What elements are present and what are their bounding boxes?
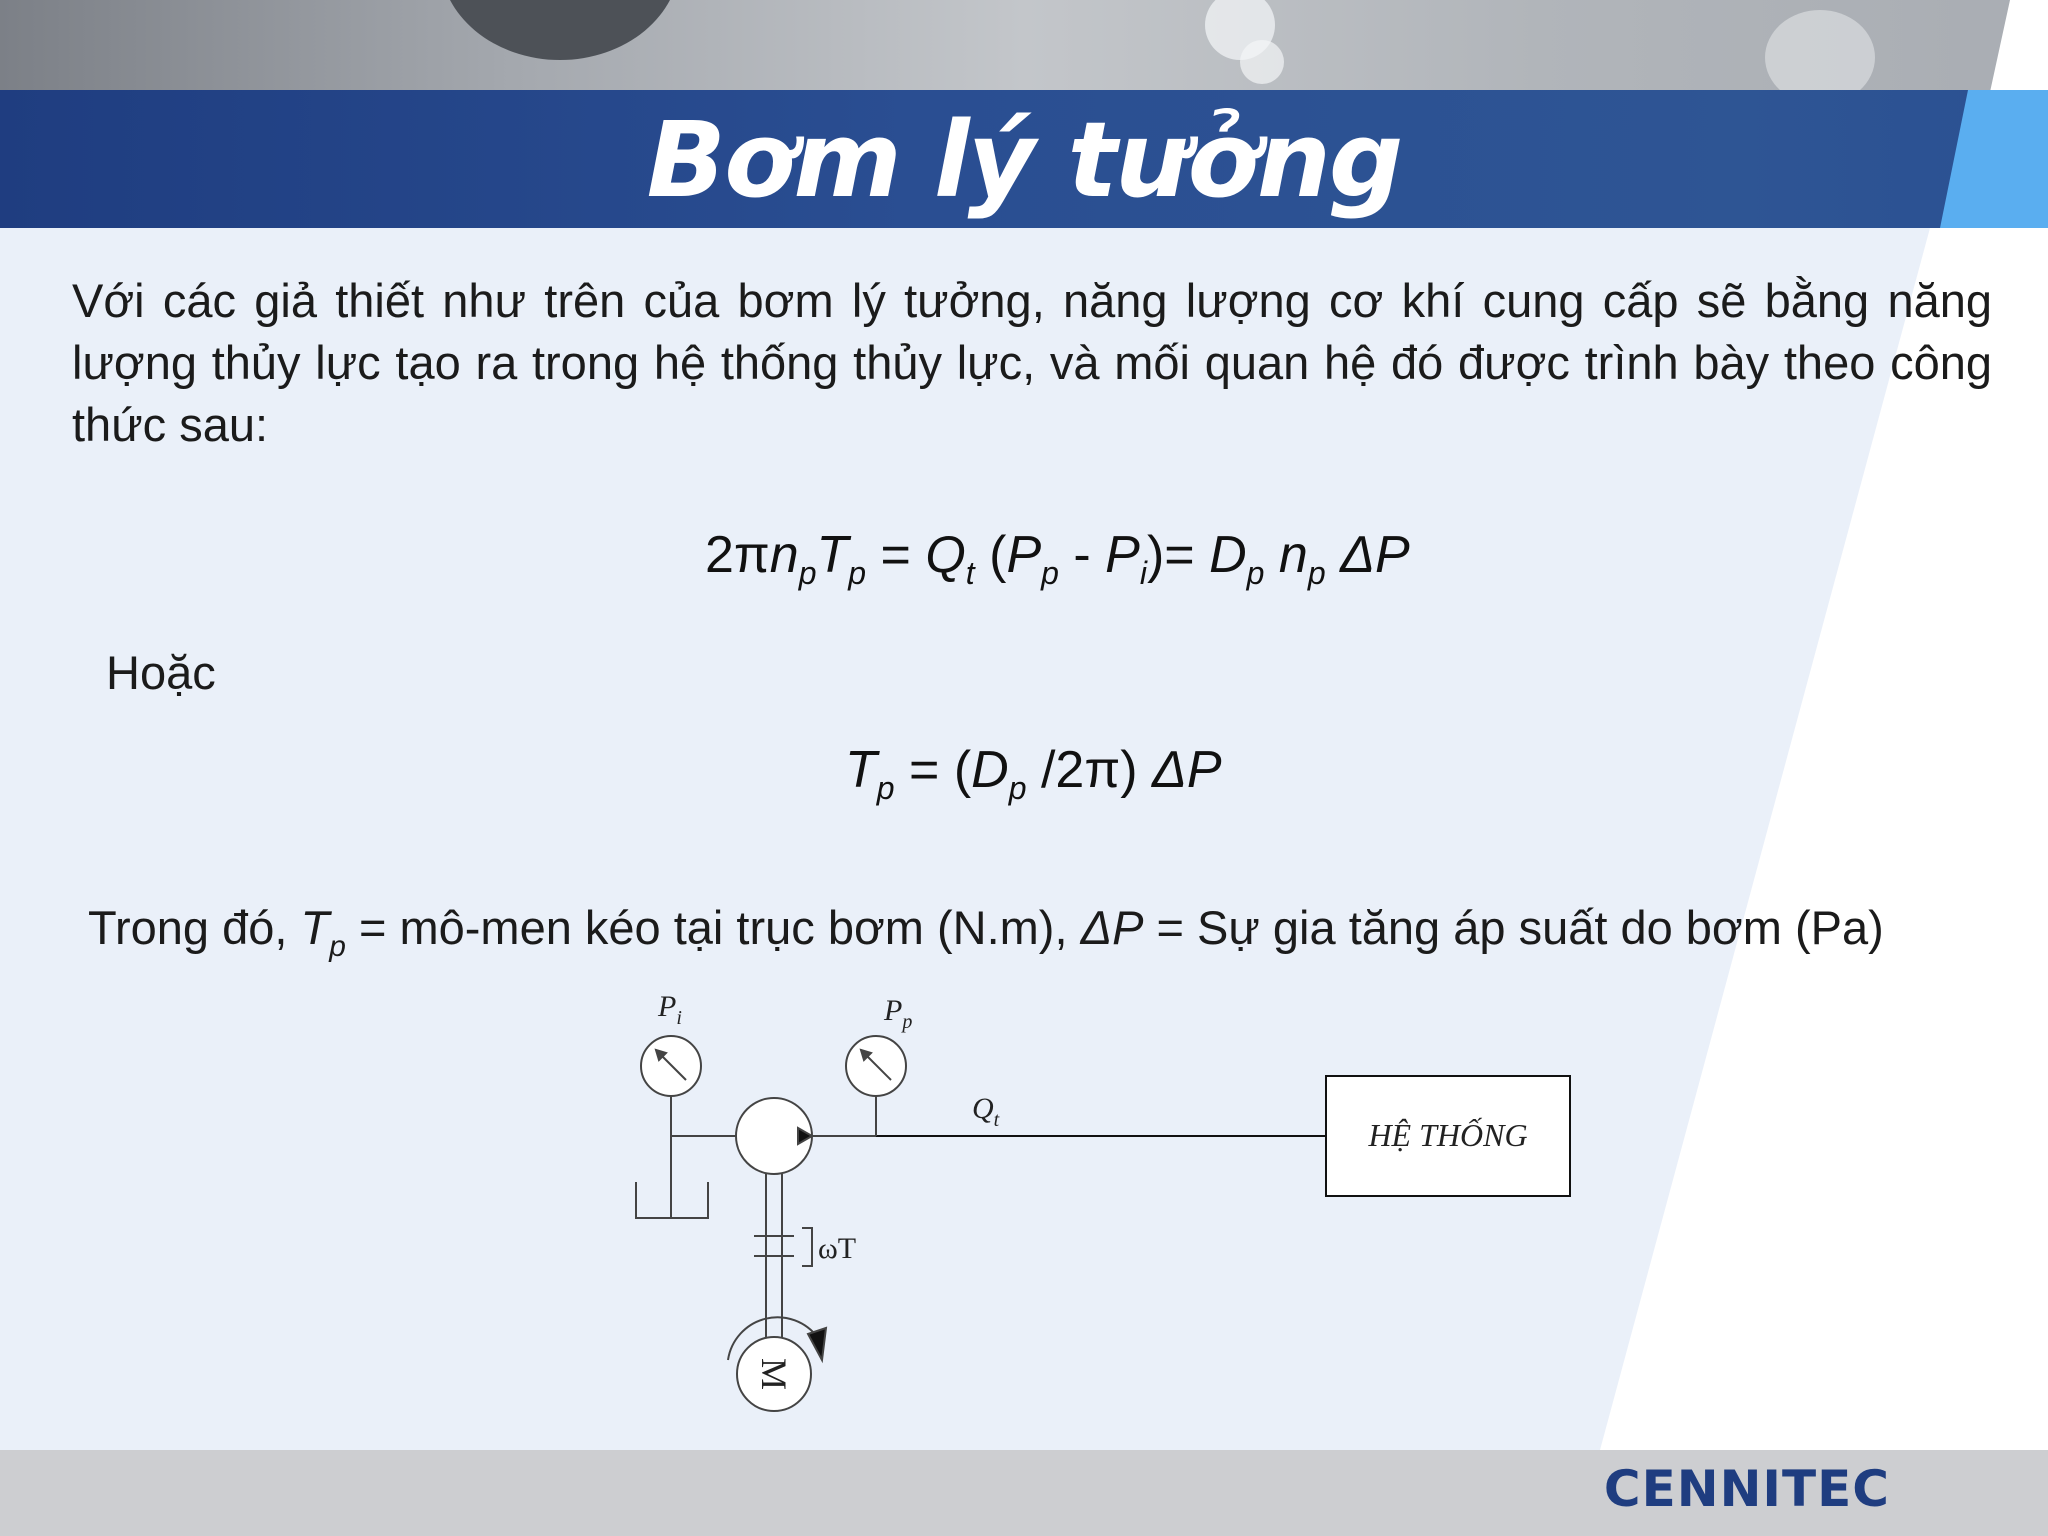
rotation-arrow [808,1328,826,1360]
label-pi-main: P [658,990,677,1023]
defs-T: T [300,901,330,954]
label-pi-sub: i [676,1007,682,1029]
eq1-P1-sub: p [1041,555,1059,591]
eq1-Q: Q [925,526,966,584]
eq1-lead: 2π [705,526,770,584]
defs-T-sub: p [329,930,346,963]
eq1-P2-sub: i [1139,555,1147,591]
eq1-P1: P [1006,526,1042,584]
eq2-T: T [845,741,877,799]
eq1-equals: = [866,526,926,584]
defs-delta-p: ΔP [1080,901,1144,954]
label-qt-sub: t [993,1109,1000,1131]
eq1-paren-open: ( [974,526,1007,584]
defs-middle: = mô-men kéo tại trục bơm (N.m), [345,901,1081,954]
eq2-mid: /2π) [1026,741,1152,799]
eq2-delta-p: ΔP [1151,741,1222,799]
defs-prefix: Trong đó, [88,901,301,954]
label-qt [972,1092,1000,1131]
eq1-minus: - [1058,526,1106,584]
eq1-n2: n [1264,526,1308,584]
torque-bracket [802,1228,812,1266]
eq1-delta-p: ΔP [1325,526,1410,584]
label-pp-main: P [884,994,903,1027]
eq2-D: D [971,741,1009,799]
eq1-Q-sub: t [965,555,975,591]
label-qt-main: Q [972,1092,994,1125]
label-pp [883,994,912,1033]
eq1-paren-close: )= [1146,526,1210,584]
eq2-T-sub: p [876,770,895,806]
label-pp-sub: p [902,1011,913,1033]
or-label: Hoặc [106,646,216,699]
footer-brand: CENNITEC [1603,1460,1890,1518]
eq1-D-sub: p [1246,555,1265,591]
eq2-equals: = ( [894,741,972,799]
eq1-n2-sub: p [1307,555,1326,591]
eq1-T-sub: p [848,555,867,591]
eq1-n-sub: p [798,555,817,591]
eq1-D: D [1209,526,1247,584]
eq2-D-sub: p [1008,770,1027,806]
motor-label: M [754,1357,794,1391]
torque-label: ωT [818,1232,857,1265]
slide-title: Bơm lý tưởng [646,99,1402,221]
eq1-n: n [769,526,799,584]
intro-paragraph: Với các giả thiết như trên của bơm lý tưởng, năng lượng cơ khí cung cấp sẽ bằng năng lượng thủy lực tạo ra trong hệ thống thủy lực, và mối quan hệ đó được trình bày theo công thức sau: [72,274,1992,451]
eq1-T: T [816,526,849,584]
label-pi [657,990,682,1029]
eq1-P2: P [1105,526,1140,584]
system-label: HỆ THỐNG [1368,1117,1528,1153]
defs-suffix: = Sự gia tăng áp suất do bơm (Pa) [1143,901,1884,954]
